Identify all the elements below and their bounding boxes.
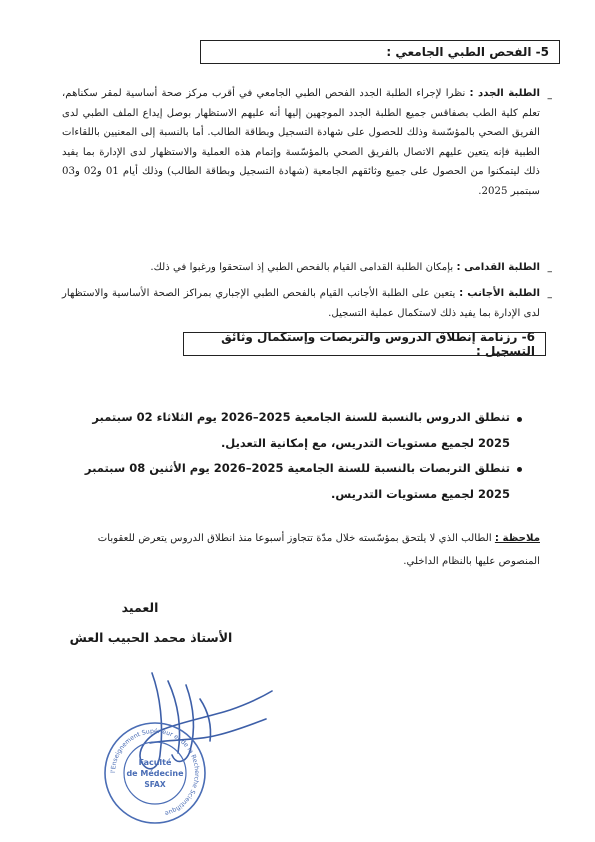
note-paragraph xyxy=(64,527,540,573)
list-item-new-students xyxy=(62,84,540,201)
section-5-title: 5- الفحص الطبي الجامعي : xyxy=(386,45,549,59)
bullet-courses-start xyxy=(58,404,510,456)
item-text: يتعين على الطلبة الأجانب القيام بالفحص الطبي الإجباري بمراكز الصحة الأساسية والاستظهار لدى الإدارة بما يفيد ذلك لاستكمال عملية التسجيل. xyxy=(62,288,540,319)
section-6-heading xyxy=(183,332,546,356)
section-5-heading xyxy=(200,40,560,64)
note-text: الطالب الذي لا يلتحق بمؤسّسته خلال مدّة تتجاوز أسبوعا منذ انطلاق الدروس يتعرض للعقوبات المنصوص عليها بالنظام الداخلي. xyxy=(97,533,540,567)
signatory-name: الأستاذ محمد الحبيب العش xyxy=(69,630,233,645)
item-text: نظرا لإجراء الطلبة الجدد الفحص الطبي الجامعي في أقرب مركز صحة أساسية لمقر سكناهم، تعلم كلية الطب بصفاقس جميع الطلبة الجدد الموجهين إليها أنه عليهم الاستظهار بوصل إيداع الملف الطبي لدى الفريق الصحي بالمؤسّسة وذلك للحصول على شهادة التسجيل وبطاقة الطالب. أما بالنسبة إلى المعنيين باللقاءات الطبية فإنه يتعين عليهم الاتصال بالفريق الصحي بالمؤسّسة وإتمام هذه العملية والاستظهار لدى الإدارة بما يفيد ذلك ليتمكنوا من الحصول على جميع وثائقهم الجامعية (شهادة التسجيل وبطاقة الطالب) وذلك أيام 01 و02 و03 سبتمبر 2025. xyxy=(62,88,540,197)
stamp-line-2: de Médecine xyxy=(126,769,184,778)
stamp-ring-text: l'Enseignement Supérieur et de la Recherche Scientifique xyxy=(109,727,201,817)
list-item-old-students xyxy=(62,258,540,278)
item-label: الطلبة الجدد : xyxy=(469,88,540,99)
stamp-line-3: SFAX xyxy=(144,780,166,789)
faculty-stamp xyxy=(100,718,210,828)
list-dash: – xyxy=(547,92,553,105)
list-dash: – xyxy=(547,265,553,278)
section-6-title: 6- رزنامة إنطلاق الدروس والتربصات وإستكمال وثائق التسجيل : xyxy=(221,330,535,358)
bullet-text: تنطلق الدروس بالنسبة للسنة الجامعية 2025–2026 يوم الثلاثاء 02 سبتمبر 2025 لجميع مستويات التدريس، مع إمكانية التعديل. xyxy=(92,410,510,450)
bullet-dot xyxy=(517,417,522,422)
stamp-line-1: Faculté xyxy=(138,758,172,767)
note-label: ملاحظة : xyxy=(494,533,540,544)
bullet-text: تنطلق التربصات بالنسبة للسنة الجامعية 2025–2026 يوم الأثنين 08 سبتمبر 2025 لجميع مستويات التدريس. xyxy=(84,461,510,501)
item-text: بإمكان الطلبة القدامى القيام بالفحص الطبي إذ استحقوا ورغبوا في ذلك. xyxy=(150,262,457,273)
list-item-foreign-students xyxy=(62,284,540,323)
bullet-internships-start xyxy=(58,455,510,507)
bullet-dot xyxy=(517,467,522,472)
item-label: الطلبة القدامى : xyxy=(456,262,540,273)
item-label: الطلبة الأجانب : xyxy=(459,288,540,299)
list-dash: – xyxy=(547,291,553,304)
signatory-title: العميد xyxy=(121,600,159,615)
